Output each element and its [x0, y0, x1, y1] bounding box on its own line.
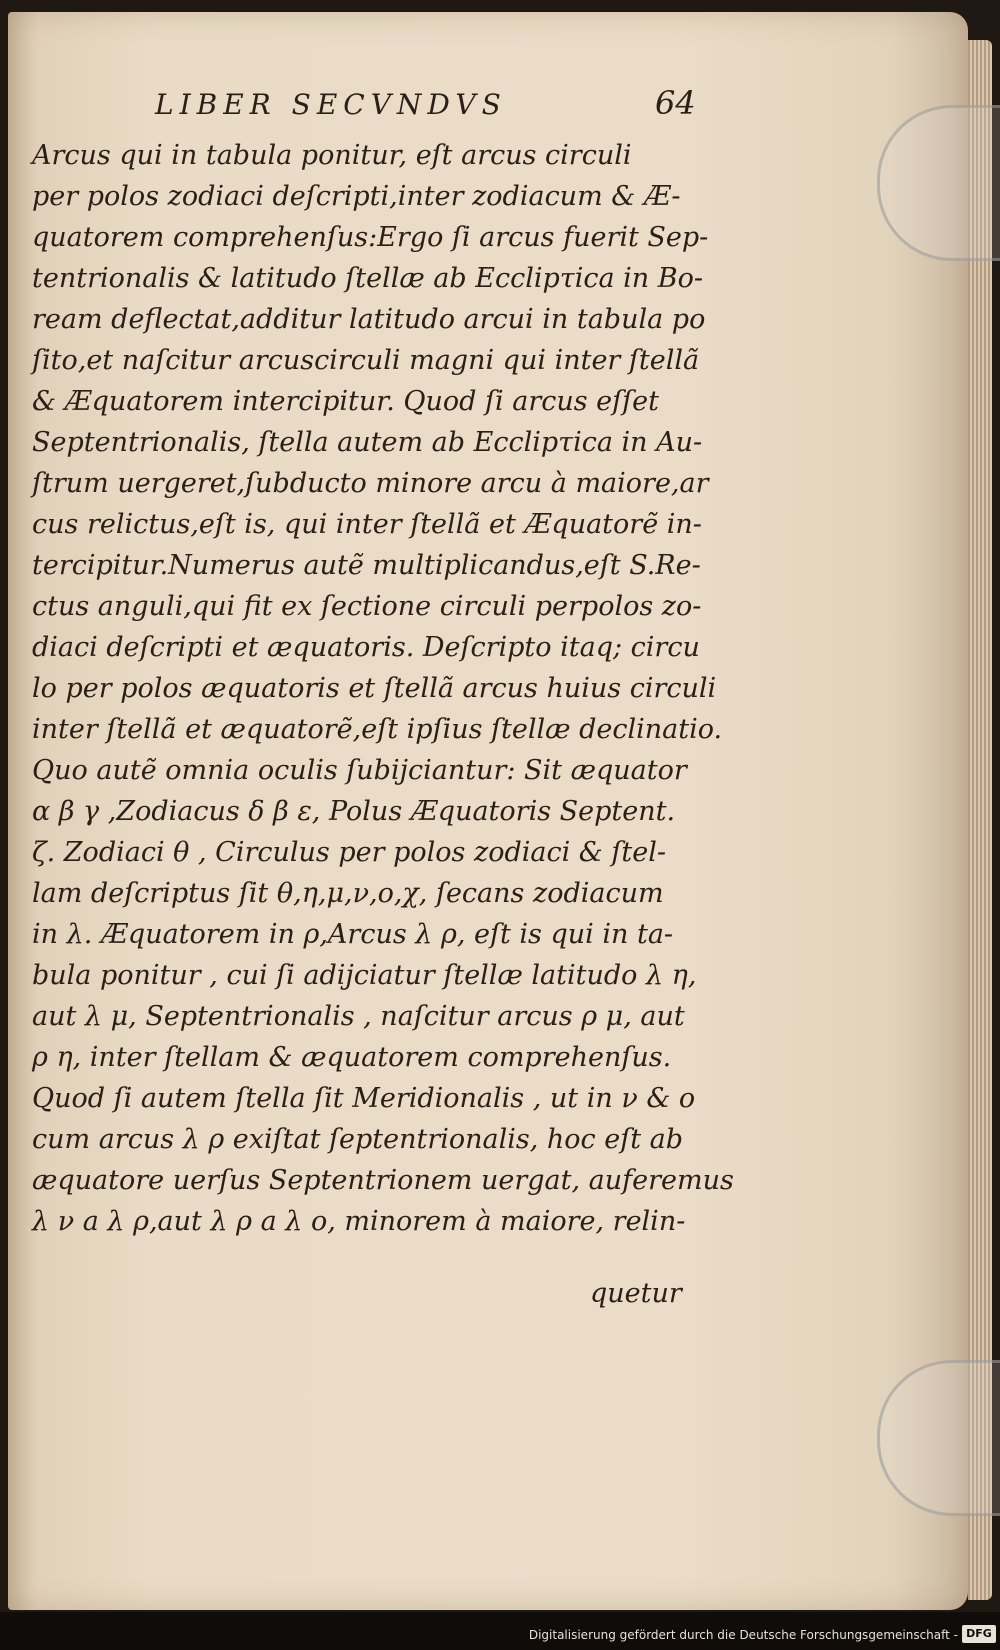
running-title: LIBER SECVNDVS: [155, 88, 507, 121]
text-line: æquatore uerſus Septentrionem uergat, auferemus: [32, 1165, 734, 1196]
body-text: [32, 135, 734, 1242]
text-line: α β γ ,Zodiacus δ β ε, Polus Æquatoris Septent.: [32, 796, 676, 827]
dfg-logo: DFG: [962, 1625, 996, 1643]
text-line: & Æquatorem intercipitur. Quod ſi arcus eſſet: [32, 386, 659, 417]
text-line: Quod ſi autem ſtella ſit Meridionalis , ut in ν & ο: [32, 1083, 696, 1114]
text-line: λ ν a λ ρ,aut λ ρ a λ ο, minorem à maiore, relin-: [32, 1206, 686, 1237]
text-line: diaci deſcripti et æquatoris. Deſcripto itaq; circu: [32, 632, 700, 663]
page-number: 64: [655, 84, 696, 122]
text-line: per polos zodiaci deſcripti,inter zodiacum & Æ-: [32, 181, 681, 212]
text-line: cus relictus,eſt is, qui inter ſtellã et Æquatorẽ in-: [32, 509, 702, 540]
footer-bar: [0, 1612, 1000, 1650]
text-line: inter ſtellã et æquatorẽ,eſt ipſius ſtellæ declinatio.: [32, 714, 723, 745]
footer-credit: Digitalisierung gefördert durch die Deutsche Forschungsgemeinschaft -: [528, 1628, 958, 1642]
text-line: ſtrum uergeret,ſubducto minore arcu à maiore,ar: [32, 468, 709, 499]
text-line: lo per polos æquatoris et ſtellã arcus huius circuli: [32, 673, 717, 704]
text-line: cum arcus λ ρ exiſtat ſeptentrionalis, hoc eſt ab: [32, 1124, 684, 1155]
text-line: ſito,et naſcitur arcuscirculi magni qui inter ſtellã: [32, 345, 700, 376]
text-line: in λ. Æquatorem in ρ,Arcus λ ρ, eſt is qui in ta-: [32, 919, 674, 950]
text-line: ρ η, inter ſtellam & æquatorem comprehenſus.: [32, 1042, 672, 1073]
text-line: quatorem comprehenſus:Ergo ſi arcus fuerit Sep-: [32, 222, 709, 253]
text-line: ζ. Zodiaci θ , Circulus per polos zodiaci & ſtel-: [32, 837, 666, 868]
text-line: bula ponitur , cui ſi adijciatur ſtellæ latitudo λ η,: [32, 960, 697, 991]
text-line: Quo autẽ omnia oculis ſubijciantur: Sit æquator: [32, 755, 687, 786]
text-line: ctus anguli,qui fit ex ſectione circuli perpolos zo-: [32, 591, 702, 622]
catchword: quetur: [590, 1278, 682, 1309]
text-line: ream deflectat,additur latitudo arcui in tabula po: [32, 304, 706, 335]
text-line: Septentrionalis, ſtella autem ab Ecclipτica in Au-: [32, 427, 703, 458]
text-line: Arcus qui in tabula ponitur, eſt arcus circuli: [32, 140, 632, 171]
text-line: aut λ μ, Septentrionalis , naſcitur arcus ρ μ, aut: [32, 1001, 685, 1032]
text-line: tercipitur.Numerus autẽ multiplicandus,eſt S.Re-: [32, 550, 701, 581]
facing-page-fragment: [2, 120, 30, 760]
text-line: tentrionalis & latitudo ſtellæ ab Ecclipτica in Bo-: [32, 263, 703, 294]
text-line: lam deſcriptus ſit θ,η,μ,ν,ο,χ, ſecans zodiacum: [32, 878, 664, 909]
